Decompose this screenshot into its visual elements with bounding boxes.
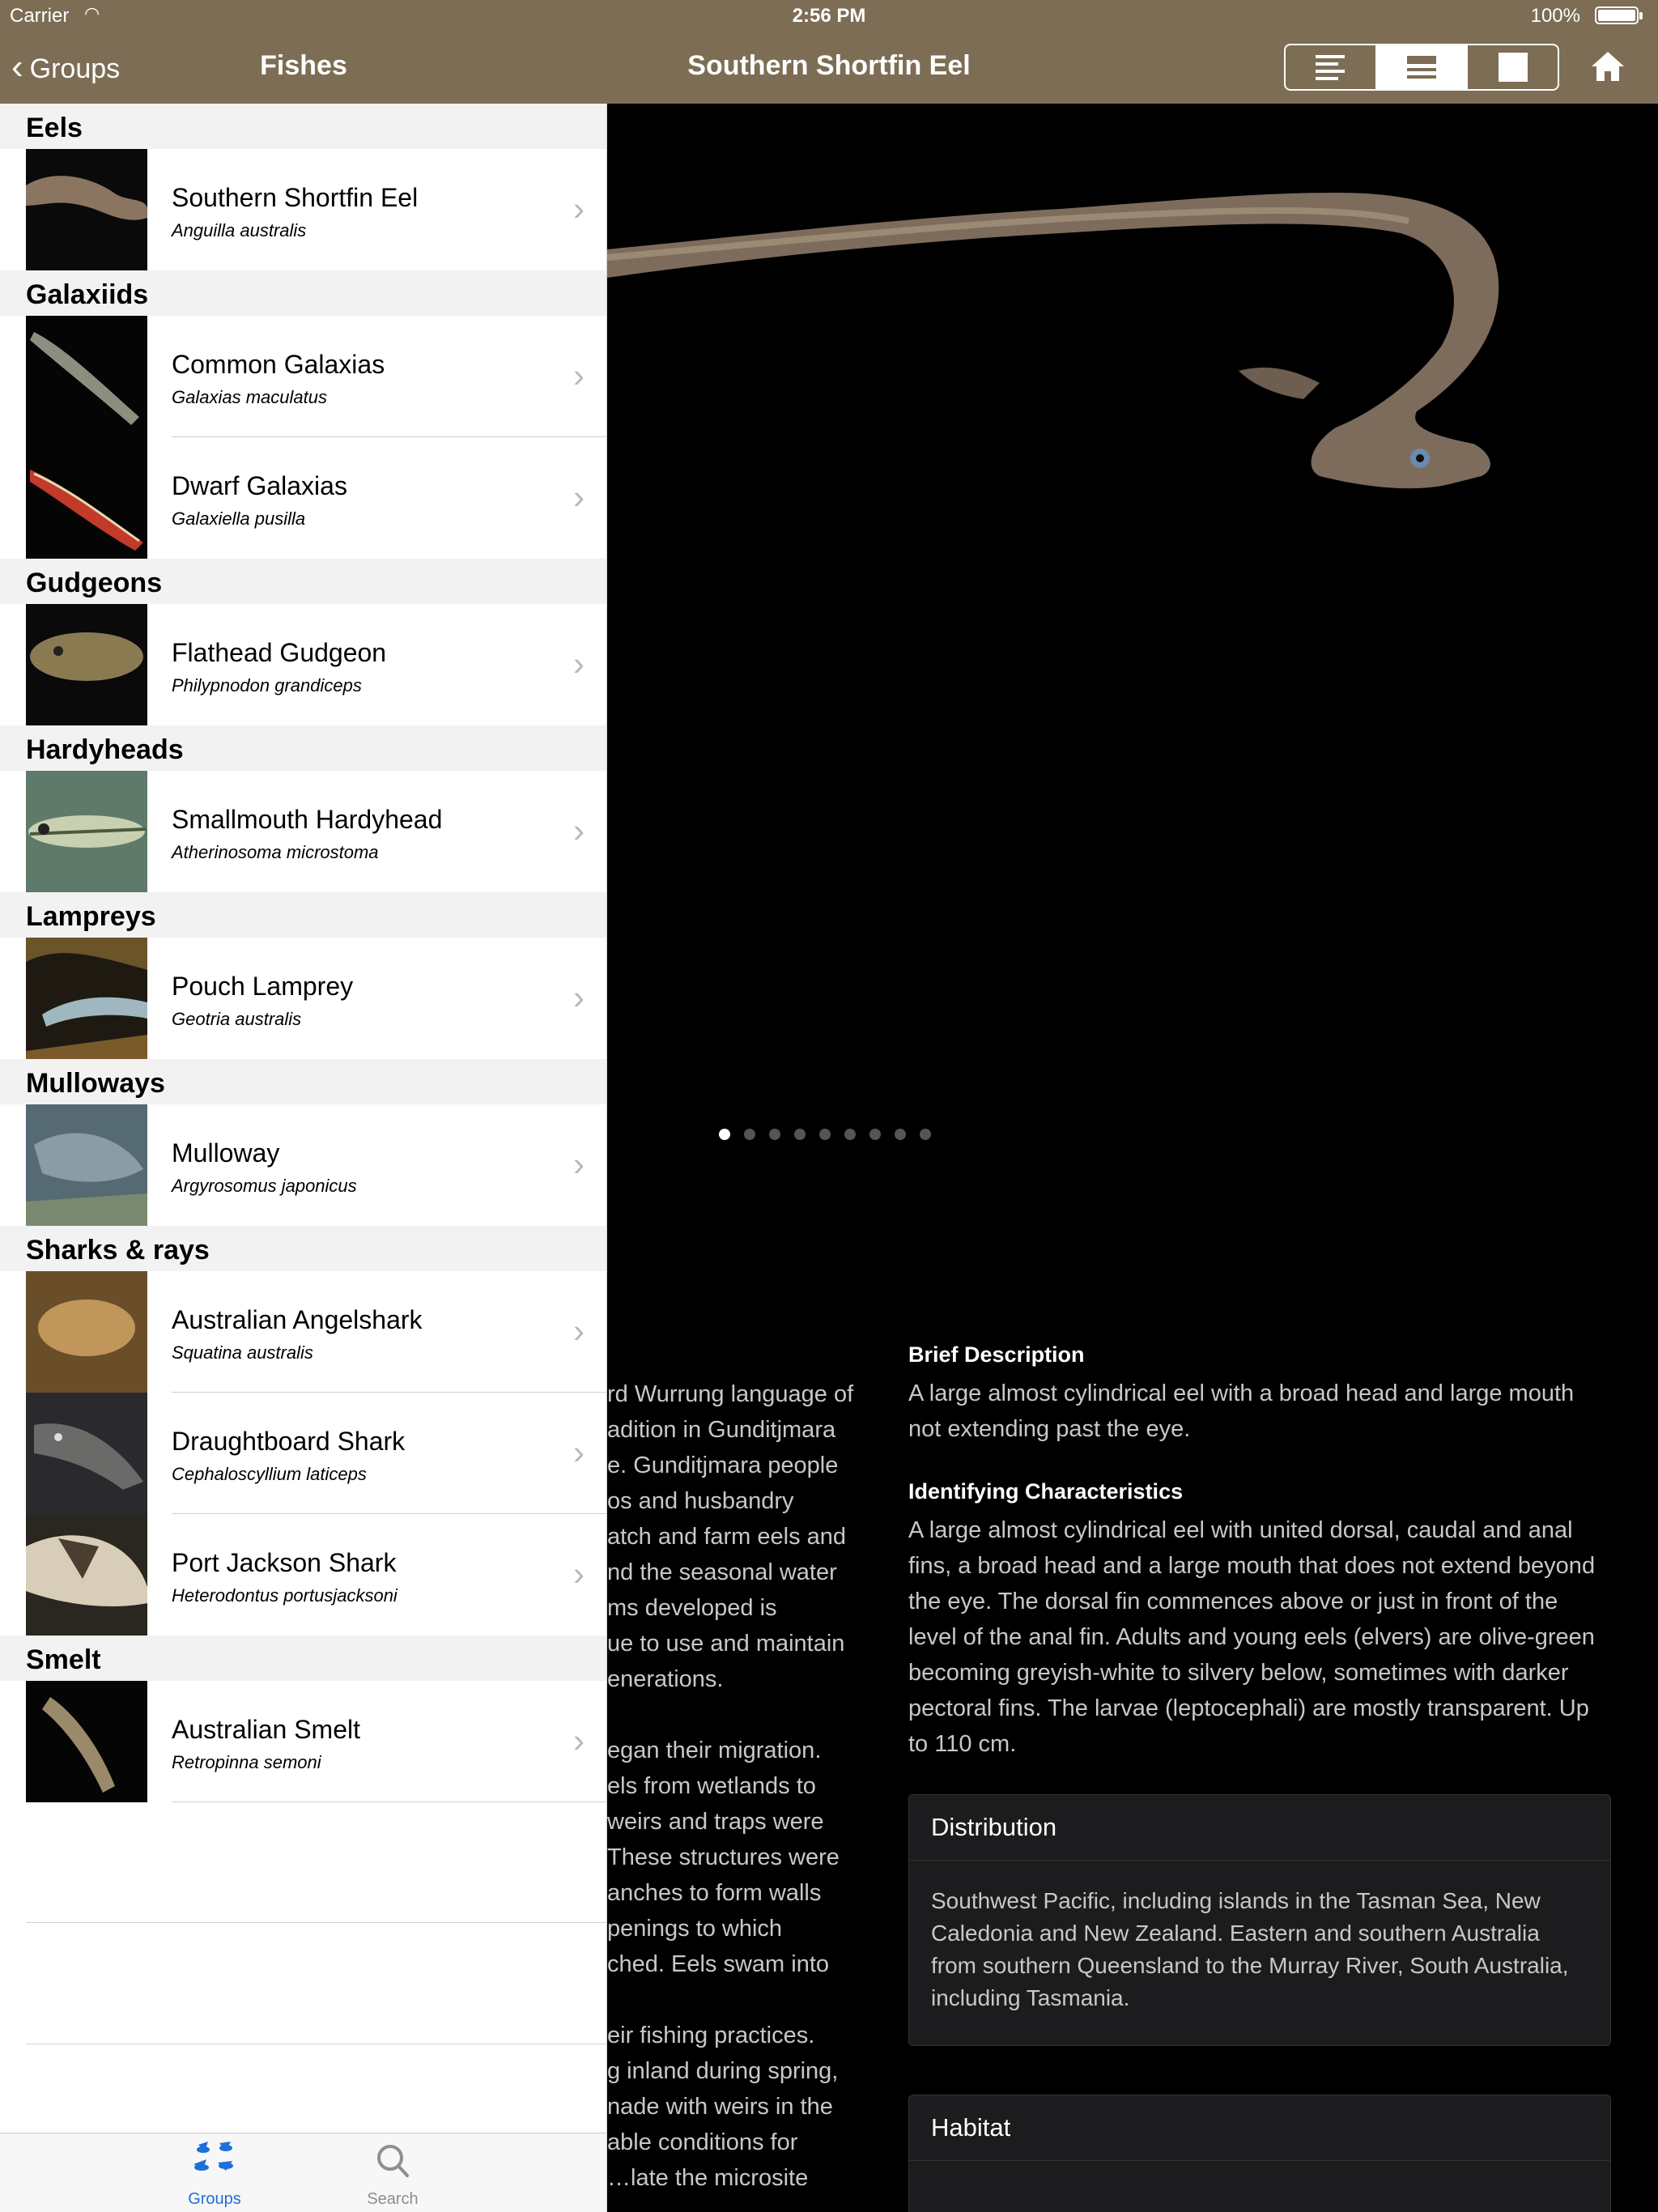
tab-search-label: Search (367, 2190, 419, 2208)
page-title: Southern Shortfin Eel (687, 50, 971, 81)
image-view-icon (1499, 53, 1528, 82)
text-line: os and husbandry (607, 1488, 794, 1514)
page-dot[interactable] (895, 1129, 906, 1140)
text-line: ue to use and maintain (607, 1631, 845, 1657)
text-line: These structures were (607, 1844, 840, 1870)
split-view-icon (1407, 56, 1436, 79)
fish-scientific-name: Galaxias maculatus (172, 387, 327, 407)
section-header-smelt: Smelt (0, 1636, 607, 1681)
distribution-heading[interactable]: Distribution (909, 1795, 1610, 1861)
fish-scientific-name: Galaxiella pusilla (172, 508, 306, 529)
fish-scientific-name: Philypnodon grandiceps (172, 675, 362, 696)
fish-group-icon (190, 2140, 239, 2182)
fish-list (0, 104, 607, 2212)
status-bar (0, 0, 1658, 32)
list-item-smallmouth-hardyhead[interactable] (0, 771, 607, 892)
list-item-southern-shortfin-eel[interactable] (0, 149, 607, 270)
navigation-bar (0, 0, 1658, 104)
text-line: nade with weirs in the (607, 2094, 833, 2120)
habitat-body (909, 2161, 1610, 2212)
page-dot[interactable] (744, 1129, 755, 1140)
carrier-label: Carrier (10, 5, 70, 27)
text-line: nd the seasonal water (607, 1559, 837, 1585)
chevron-right-icon: › (573, 1145, 585, 1183)
detail-pane (607, 104, 1658, 2212)
fish-scientific-name: Atherinosoma microstoma (172, 842, 379, 862)
text-line: anches to form walls (607, 1880, 822, 1906)
text-line: enerations. (607, 1666, 724, 1692)
list-item-australian-smelt[interactable] (0, 1681, 607, 1802)
fish-thumbnail (26, 1681, 147, 1802)
list-item-draughtboard-shark[interactable] (0, 1393, 607, 1514)
page-dot[interactable] (769, 1129, 780, 1140)
list-item-dwarf-galaxias[interactable] (0, 437, 607, 559)
chevron-right-icon: › (573, 811, 585, 849)
cultural-text-paragraph (607, 1376, 866, 1697)
fish-scientific-name: Geotria australis (172, 1009, 302, 1029)
fish-name: Common Galaxias (172, 350, 385, 379)
text-line: rd Wurrung language of (607, 1381, 854, 1407)
wifi-icon: ◠ (84, 3, 100, 23)
page-dot[interactable] (794, 1129, 806, 1140)
habitat-panel (908, 2095, 1611, 2212)
list-item-mulloway[interactable] (0, 1104, 607, 1226)
fish-thumbnail (26, 1104, 147, 1226)
fish-thumbnail (26, 771, 147, 892)
fish-thumbnail (26, 1271, 147, 1393)
fish-photo[interactable] (607, 104, 1658, 557)
view-image-segment[interactable] (1468, 45, 1558, 89)
identifying-characteristics-text: A large almost cylindrical eel with united dorsal, caudal and anal fins, a broad head and a large mouth that does not extend beyond the eye. The dorsal fin commences above or just in front of the level of the anal fin. Adults and young eels (elvers) are olive-green becoming greyish-white to silvery below, sometimes with darker pectoral fins. The larvae (leptocephali) are mostly transparent. Up to 110 cm. (908, 1517, 1596, 1757)
distribution-text: Southwest Pacific, including islands in the Tasman Sea, New Caledonia and New Zealand. Eastern and southern Australia from southern Queensland to the Murray River, South Australia, including Tasmania. (931, 1888, 1569, 2010)
tab-search[interactable] (332, 2133, 453, 2212)
status-time: 2:56 PM (792, 5, 866, 27)
text-line: ched. Eels swam into (607, 1951, 830, 1977)
section-header-sharks-rays: Sharks & rays (0, 1226, 607, 1271)
chevron-right-icon: › (573, 1312, 585, 1350)
fish-name: Port Jackson Shark (172, 1548, 397, 1577)
fish-name: Australian Smelt (172, 1715, 360, 1744)
fish-thumbnail (26, 149, 147, 270)
fish-name: Dwarf Galaxias (172, 471, 347, 500)
page-dot[interactable] (719, 1129, 730, 1140)
chevron-right-icon: › (573, 978, 585, 1016)
page-dot[interactable] (869, 1129, 881, 1140)
text-line: penings to which (607, 1916, 783, 1942)
battery-percent: 100% (1530, 5, 1580, 27)
chevron-right-icon: › (573, 478, 585, 516)
fish-thumbnail (26, 1393, 147, 1514)
chevron-right-icon: › (573, 189, 585, 228)
fish-name: Smallmouth Hardyhead (172, 805, 443, 834)
page-dot[interactable] (819, 1129, 831, 1140)
view-split-segment[interactable] (1377, 45, 1469, 89)
fish-scientific-name: Cephaloscyllium laticeps (172, 1464, 367, 1484)
fish-name: Flathead Gudgeon (172, 638, 387, 667)
brief-description-text: A large almost cylindrical eel with a broad head and large mouth not extending past the eye. (908, 1380, 1575, 1442)
tab-groups[interactable] (154, 2133, 275, 2212)
view-text-segment[interactable] (1286, 45, 1377, 89)
section-header-mulloways: Mulloways (0, 1059, 607, 1104)
text-line: weirs and traps were (607, 1809, 824, 1835)
text-line: g inland during spring, (607, 2058, 839, 2084)
text-line: egan their migration. (607, 1738, 822, 1763)
text-line: eir fishing practices. (607, 2023, 815, 2048)
fish-scientific-name: Heterodontus portusjacksoni (172, 1585, 397, 1606)
text-line: e. Gunditjmara people (607, 1453, 839, 1478)
distribution-panel (908, 1794, 1611, 2046)
battery-icon (1595, 6, 1639, 24)
chevron-right-icon: › (573, 356, 585, 394)
list-item-common-galaxias[interactable] (0, 316, 607, 437)
text-line: ms developed is (607, 1595, 777, 1621)
section-header-gudgeons: Gudgeons (0, 559, 607, 604)
row-separator (26, 1922, 606, 1923)
text-line: able conditions for (607, 2129, 798, 2155)
fish-scientific-name: Squatina australis (172, 1342, 313, 1363)
text-line: adition in Gunditjmara (607, 1417, 836, 1443)
brief-description-heading: Brief Description (908, 1342, 1085, 1367)
text-line: …late the microsite (607, 2165, 809, 2191)
habitat-heading[interactable]: Habitat (909, 2095, 1610, 2161)
section-header-lampreys: Lampreys (0, 892, 607, 938)
fish-thumbnail (26, 437, 147, 559)
text-line: atch and farm eels and (607, 1524, 847, 1550)
home-icon[interactable] (1588, 47, 1627, 86)
fish-scientific-name: Retropinna semoni (172, 1752, 321, 1772)
search-icon (368, 2140, 417, 2182)
fish-name: Draughtboard Shark (172, 1427, 406, 1456)
identifying-characteristics-heading: Identifying Characteristics (908, 1479, 1184, 1504)
fish-name: Pouch Lamprey (172, 972, 354, 1001)
text-lines-icon (1316, 55, 1345, 80)
fish-thumbnail (26, 604, 147, 725)
list-item-pouch-lamprey[interactable] (0, 938, 607, 1059)
fish-thumbnail (26, 316, 147, 437)
chevron-right-icon: › (573, 644, 585, 683)
tab-bar (0, 2133, 607, 2212)
page-dot[interactable] (844, 1129, 856, 1140)
page-indicator[interactable] (719, 1129, 931, 1140)
list-item-flathead-gudgeon[interactable] (0, 604, 607, 725)
chevron-left-icon: ‹ (11, 47, 23, 87)
species-info (908, 1342, 1611, 2212)
fish-thumbnail (26, 1514, 147, 1636)
back-button-label: Groups (29, 53, 121, 84)
fish-scientific-name: Anguilla australis (172, 220, 307, 240)
fish-name: Mulloway (172, 1138, 280, 1168)
list-item-australian-angelshark[interactable] (0, 1271, 607, 1393)
chevron-right-icon: › (573, 1433, 585, 1471)
view-mode-segmented-control (1284, 44, 1559, 91)
fish-scientific-name: Argyrosomus japonicus (172, 1176, 357, 1196)
section-header-hardyheads: Hardyheads (0, 725, 607, 771)
fish-thumbnail (26, 938, 147, 1059)
list-item-port-jackson-shark[interactable] (0, 1514, 607, 1636)
chevron-right-icon: › (573, 1555, 585, 1593)
fish-name: Southern Shortfin Eel (172, 183, 419, 212)
fish-name: Australian Angelshark (172, 1305, 423, 1334)
cultural-text-paragraph (607, 2018, 866, 2196)
cultural-text-column (607, 1376, 866, 2212)
text-line: els from wetlands to (607, 1773, 816, 1799)
chevron-right-icon: › (573, 1721, 585, 1759)
tab-groups-label: Groups (188, 2190, 241, 2208)
master-title: Fishes (260, 50, 347, 81)
page-dot[interactable] (920, 1129, 931, 1140)
section-header-eels: Eels (0, 104, 607, 149)
section-header-galaxiids: Galaxiids (0, 270, 607, 316)
cultural-text-paragraph (607, 1733, 866, 1982)
